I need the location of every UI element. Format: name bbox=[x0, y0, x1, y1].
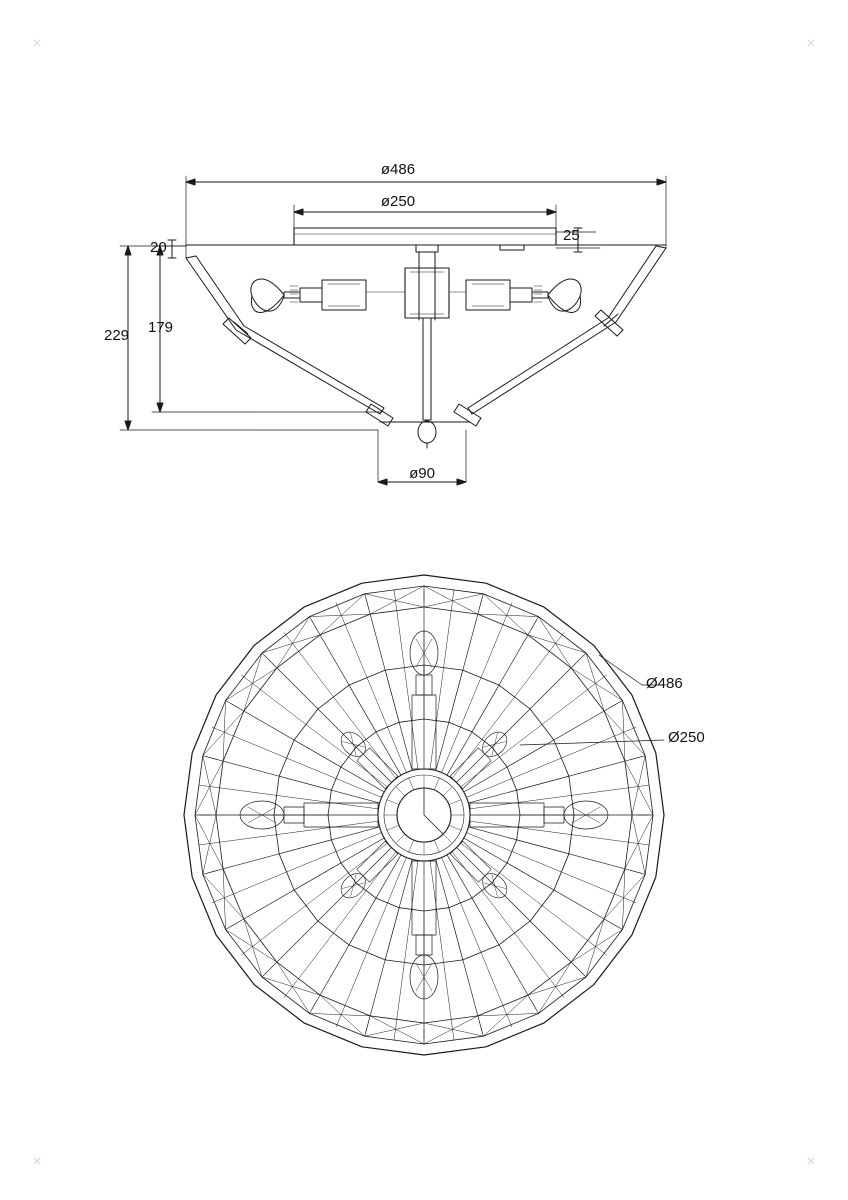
dim-text-finial-diameter: ø90 bbox=[409, 465, 435, 482]
dim-line-250 bbox=[294, 209, 556, 215]
right-arm bbox=[454, 246, 666, 426]
dim-line-20 bbox=[168, 240, 176, 258]
plan-view bbox=[184, 575, 664, 1055]
dim-text-body-height: 179 bbox=[148, 319, 174, 336]
dim-text-overall-diameter: ø486 bbox=[380, 161, 416, 178]
right-lamp bbox=[466, 279, 581, 312]
extension-lines bbox=[120, 176, 666, 482]
dim-text-plan-inner-diameter: Ø250 bbox=[668, 729, 705, 746]
dim-text-total-height: 229 bbox=[104, 327, 130, 344]
dim-text-shade-top-diameter: ø250 bbox=[380, 193, 416, 210]
left-lamp bbox=[251, 279, 366, 312]
dim-line-486 bbox=[186, 179, 666, 185]
front-elevation-view bbox=[120, 176, 666, 485]
plan-leaders bbox=[520, 655, 664, 745]
left-arm bbox=[186, 256, 393, 426]
dim-text-canopy-height: 20 bbox=[150, 239, 167, 256]
dim-text-canopy-thickness: 25 bbox=[563, 227, 580, 244]
dim-text-plan-outer-diameter: Ø486 bbox=[646, 675, 683, 692]
